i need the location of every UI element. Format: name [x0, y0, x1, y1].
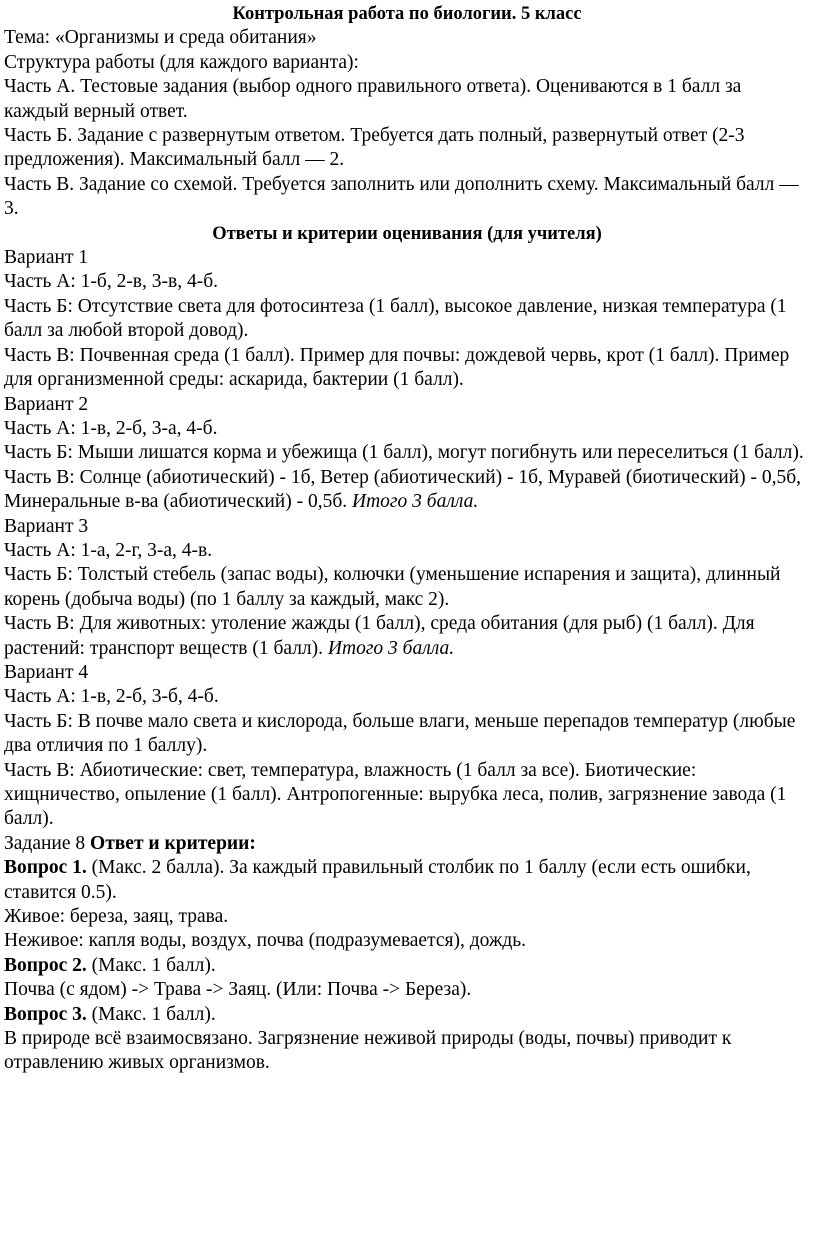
question-2: [4, 954, 810, 978]
variant-2-title: Вариант 2: [4, 393, 89, 415]
question-1-label: Вопрос 1.: [4, 857, 87, 879]
question-1-text: (Макс. 2 балла). За каждый правильный столбик по 1 баллу (если есть ошибки, ставится 0.5).: [4, 857, 751, 903]
document-title: Контрольная работа по биологии. 5 класс: [232, 4, 582, 24]
question-3-label: Вопрос 3.: [4, 1003, 87, 1025]
variant-2-part-c-text: Часть В: Солнце (абиотический) - 1б, Ветер (абиотический) - 1б, Муравей (биотический) - 0,5б, Минеральные в-ва (абиотический) - 0,5б.: [4, 466, 802, 513]
conclusion-line: В природе всё взаимосвязано. Загрязнение неживой природы (воды, почвы) приводит к отравлению живых организмов.: [4, 1028, 732, 1074]
question-3-text: (Макс. 1 балл).: [91, 1003, 216, 1025]
question-3: [4, 1003, 810, 1027]
nonalive-line: Неживое: капля воды, воздух, почва (подразумевается), дождь.: [4, 930, 527, 952]
variant-4-part-b: Часть Б: В почве мало света и кислорода, больше влаги, меньше перепадов температур (любые два отличия по 1 баллу).: [4, 710, 796, 757]
topic-line: Тема: «Организмы и среда обитания»: [4, 27, 317, 49]
question-1: [4, 856, 810, 905]
variant-2-total: Итого 3 балла.: [352, 491, 479, 513]
structure-line: Структура работы (для каждого варианта):: [4, 51, 359, 73]
alive-line: Живое: береза, заяц, трава.: [4, 906, 229, 928]
task-8-header: [4, 832, 810, 856]
variant-3-part-c: [4, 612, 810, 661]
variant-1-part-b: Часть Б: Отсутствие света для фотосинтеза (1 балл), высокое давление, низкая температура (1 балл за любой второй довод).: [4, 295, 787, 342]
food-chain-line: Почва (с ядом) -> Трава -> Заяц. (Или: Почва -> Береза).: [4, 979, 472, 1001]
question-2-text: (Макс. 1 балл).: [91, 954, 216, 976]
task-8-label: Задание 8: [4, 832, 86, 854]
variant-4-title: Вариант 4: [4, 661, 89, 683]
task-8-heading: Ответ и критерии:: [90, 832, 256, 854]
variant-1-part-c: Часть В: Почвенная среда (1 балл). Пример для почвы: дождевой червь, крот (1 балл). Пример для организменной среды: аскарида, бактерии (1 балл).: [4, 344, 790, 391]
variant-1-title: Вариант 1: [4, 247, 89, 269]
variant-3-title: Вариант 3: [4, 515, 89, 537]
part-b-description: Часть Б. Задание с развернутым ответом. Требуется дать полный, развернутый ответ (2-3 предложения). Максимальный балл — 2.: [4, 125, 745, 171]
variant-4-part-c: Часть В: Абиотические: свет, температура, влажность (1 балл за все). Биотические: хищничество, опыление (1 балл). Антропогенные: вырубка леса, полив, загрязнение завода (1 балл).: [4, 759, 787, 830]
part-a-description: Часть А. Тестовые задания (выбор одного правильного ответа). Оцениваются в 1 балл за каждый верный ответ.: [4, 76, 742, 122]
variant-1-part-a: Часть А: 1-б, 2-в, 3-в, 4-б.: [4, 271, 219, 293]
variant-3-part-a: Часть А: 1-а, 2-г, 3-а, 4-в.: [4, 539, 213, 561]
variant-2-part-b: Часть Б: Мыши лишатся корма и убежища (1 балл), могут погибнуть или переселиться (1 балл).: [4, 442, 804, 464]
answers-heading: Ответы и критерии оценивания (для учителя): [212, 223, 602, 244]
variant-3-part-b: Часть Б: Толстый стебель (запас воды), колючки (уменьшение испарения и защита), длинный корень (добыча воды) (по 1 баллу за каждый, макс 2).: [4, 564, 781, 610]
variant-2-part-c: [4, 466, 810, 515]
question-2-label: Вопрос 2.: [4, 954, 87, 976]
variant-3-total: Итого 3 балла.: [327, 637, 455, 659]
variant-2-part-a: Часть А: 1-в, 2-б, 3-а, 4-б.: [4, 417, 218, 439]
variant-3-part-c-text: Часть В: Для животных: утоление жажды (1 балл), среда обитания (для рыб) (1 балл). Для растений: транспорт веществ (1 балл).: [4, 613, 755, 659]
part-c-description: Часть В. Задание со схемой. Требуется заполнить или дополнить схему. Максимальный балл — 3.: [4, 173, 799, 220]
variant-4-part-a: Часть А: 1-в, 2-б, 3-б, 4-б.: [4, 686, 219, 708]
